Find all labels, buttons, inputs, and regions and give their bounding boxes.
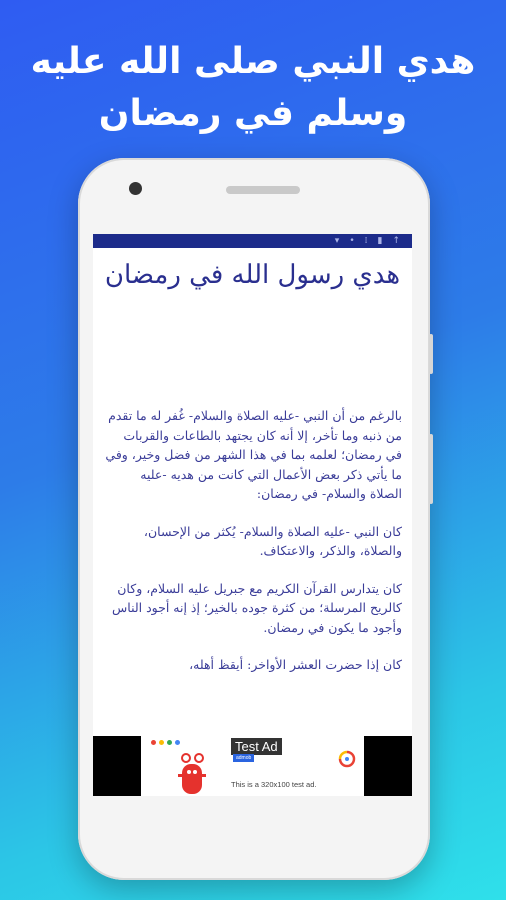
ad-content[interactable] [141, 736, 364, 796]
status-icon: ↑ [392, 236, 400, 246]
dot-yellow [159, 740, 164, 745]
ad-monster-icon [177, 752, 207, 796]
earpiece [226, 186, 300, 194]
ad-banner[interactable] [93, 736, 412, 796]
headline-line-2: وسلم في رمضان [98, 93, 408, 134]
ad-description: This is a 320x100 test ad. [231, 780, 317, 789]
ad-logo-dots [151, 740, 180, 745]
dot-green [167, 740, 172, 745]
ad-sub-label: admob [233, 754, 254, 762]
phone-screen [93, 234, 412, 796]
volume-button [429, 434, 433, 504]
headline-line-1: هدي النبي صلى الله عليه [30, 41, 476, 82]
dot-red [151, 740, 156, 745]
status-icon: ⁞ [364, 236, 368, 246]
dot-blue [175, 740, 180, 745]
adchoices-icon[interactable] [338, 750, 356, 768]
status-bar [93, 234, 412, 248]
ad-label: Test Ad [231, 738, 282, 755]
page-title: هدي رسول الله في رمضان [104, 260, 401, 290]
phone-frame [78, 158, 430, 880]
status-icon: ▮ [377, 236, 383, 246]
article-body[interactable] [93, 296, 412, 675]
article-paragraph: كان يتدارس القرآن الكريم مع جبريل عليه السلام، وكان كالريح المرسلة؛ من كثرة جوده بالخير؛ إذ إنه أجود الناس وأجود ما يكون في رمضان. [112, 580, 402, 635]
promo-headline [0, 36, 506, 140]
article-paragraph: بالرغم من أن النبي -عليه الصلاة والسلام- غُفر له ما تقدم من ذنبه وما تأخر، إلا أنه كان يجتهد بالطاعات والقربات في رمضان؛ لعلمه بما في هذا الشهر من فضل وخير، وفي ما يأتي ذكر بعض الأعمال التي كانت من هديه -عليه الصلاة والسلام- في رمضان: [105, 408, 402, 501]
status-icon: ▾ [334, 236, 340, 246]
power-button [429, 334, 433, 374]
article-paragraph: كان النبي -عليه الصلاة والسلام- يُكثر من الإحسان، والصلاة، والذكر، والاعتكاف. [143, 523, 402, 558]
article-paragraph: كان إذا حضرت العشر الأواخر: أيقظ أهله، [189, 657, 402, 672]
phone-chin [78, 798, 430, 880]
camera-icon [129, 182, 142, 195]
status-icon: • [349, 236, 355, 246]
